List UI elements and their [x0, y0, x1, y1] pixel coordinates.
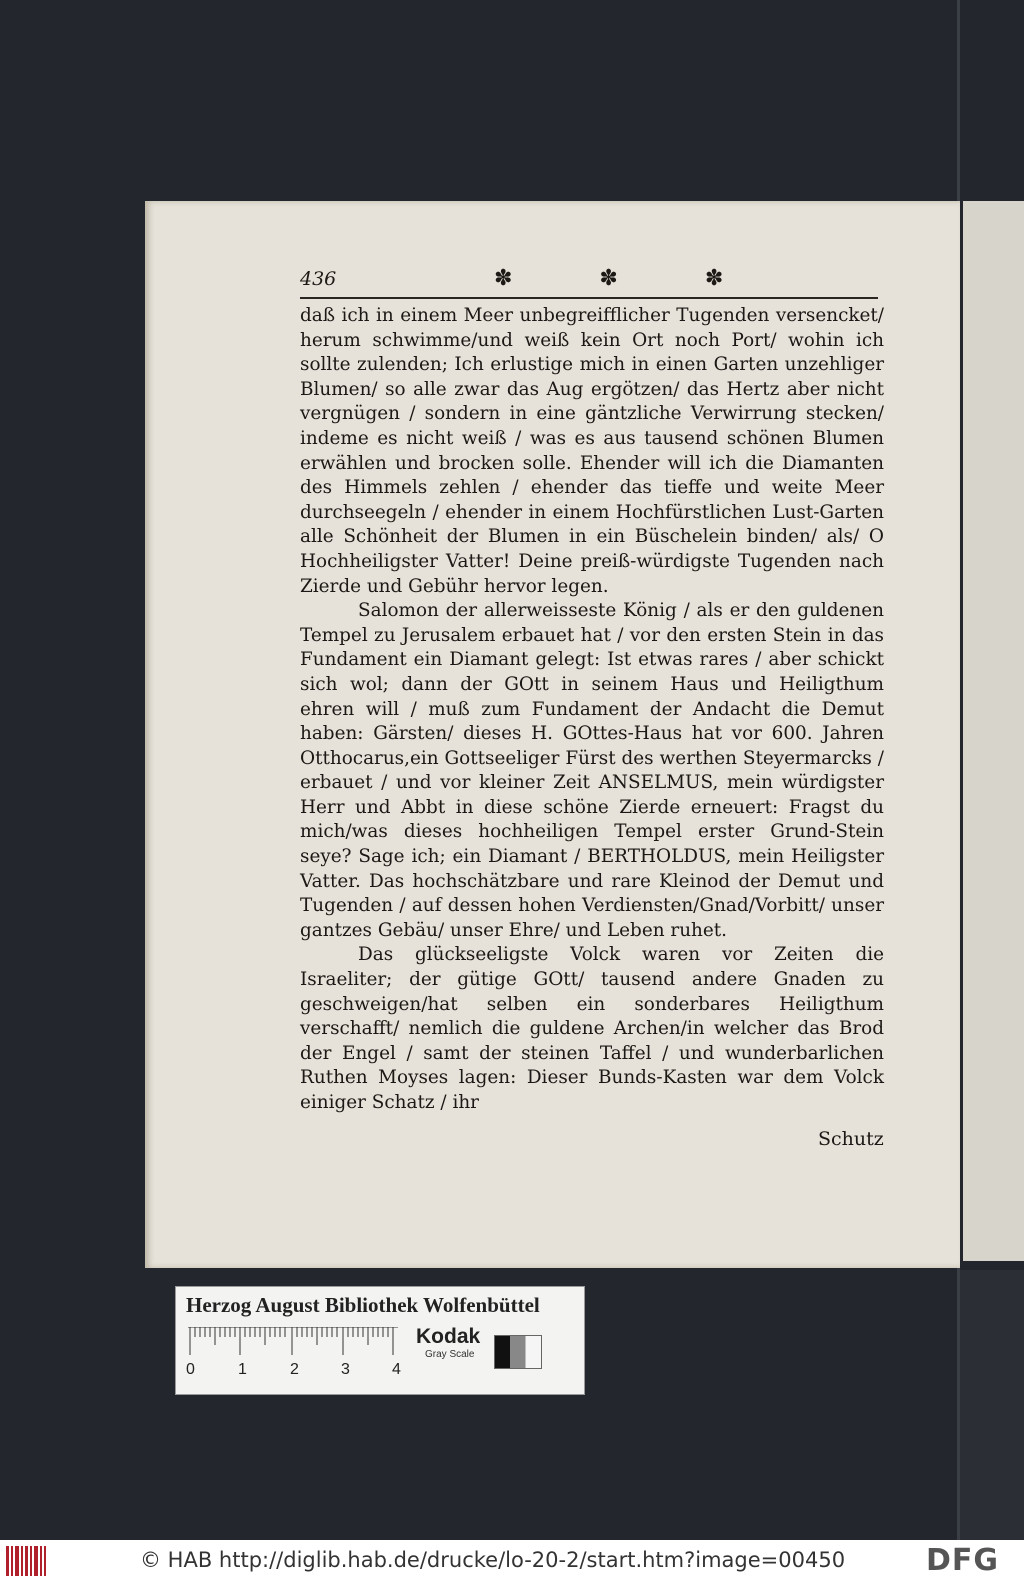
header-rule	[300, 297, 878, 299]
body-text	[300, 304, 884, 1116]
book-cover-edge	[960, 1270, 1024, 1540]
barcode-icon	[6, 1546, 46, 1576]
library-name: Herzog August Bibliothek Wolfenbüttel	[186, 1293, 540, 1317]
dfg-logo: DFG	[926, 1543, 1000, 1578]
ruler-number: 4	[392, 1361, 401, 1378]
copyright-link[interactable]: © HAB http://diglib.hab.de/drucke/lo-20-2/start.htm?image=00450	[140, 1548, 846, 1572]
ruler-number: 1	[238, 1361, 247, 1378]
ruler-number: 3	[341, 1361, 350, 1378]
page-header	[300, 268, 880, 296]
ruler-number: 2	[290, 1361, 299, 1378]
catchword: Schutz	[818, 1128, 884, 1150]
ruler-scale	[188, 1327, 398, 1357]
paragraph: Das glückseeligste Volck waren vor Zeiten die Israeliter; der gütige GOtt/ tausend andere Gnaden zu geschweigen/hat selben ein sonderbares Heiligthum verschafft/ nemlich die guldene Archen/in welcher das Brod der Engel / samt der steinen Taffel / und wunderbarlichen Ruthen Moyses lagen: Dieser Bunds-Kasten war dem Volck einiger Schatz / ihr	[300, 944, 884, 1113]
facing-page-edge	[963, 201, 1024, 1261]
header-ornaments: ✽ ✽ ✽	[494, 266, 764, 291]
gray-scale-label: Gray Scale	[425, 1349, 475, 1360]
color-calibration-card	[175, 1286, 585, 1395]
kodak-logo: Kodak	[416, 1325, 481, 1348]
page-number: 436	[300, 268, 337, 290]
ruler-numbers	[186, 1361, 426, 1381]
paragraph: Salomon der allerweisseste König / als er den guldenen Tempel zu Jerusalem erbauet hat / vor den ersten Stein in das Fundament ein Diamant gelegt: Ist etwas rares / aber schickt sich wol; dann der GOtt in seinem Haus und Heiligthum ehren will / muß zum Fundament der Andacht die Demut haben: Gärsten/ dieses H. GOttes-Haus hat vor 600. Jahren Otthocarus,ein Gottseeliger Fürst des werthen Steyermarcks / erbauet / und vor kleiner Zeit ANSELMUS, mein würdigster Herr und Abbt in diese schöne Zierde erneuert: Fragst du mich/was dieses hochheiligen Tempel erster Grund-Stein seye? Sage ich; ein Diamant / BERTHOLDUS, mein Heiligster Vatter. Das hochschätzbare und rare Kleinod der Demut und Tugenden / auf dessen hohen Verdiensten/Gnad/Vorbitt/ unser gantzes Gebäu/ unser Ehre/ und Leben ruhet.	[300, 600, 884, 941]
paragraph: daß ich in einem Meer unbegreifflicher Tugenden versencket/ herum schwimme/und weiß kein Ort noch Port/ wohin ich sollte zulenden; Ich erlustige mich in einen Garten unzehliger Blumen/ so alle zwar das Aug ergötzen/ das Hertz aber nicht vergnügen / sondern in eine gäntzliche Verwirrung stecken/ indeme es nicht weiß / was es aus tausend schönen Blumen erwählen und brocken solle. Ehender will ich die Diamanten des Himmels zehlen / ehender das tieffe und weite Meer durchseegeln / ehender in einem Hochfürstlichen Lust-Garten alle Schönheit der Blumen in ein Büschelein binden/ als/ O Hochheiligster Vatter! Deine preiß-würdigste Tugenden nach Zierde und Gebühr hervor legen.	[300, 305, 884, 597]
gray-scale-swatch	[494, 1335, 542, 1369]
footer-bar	[0, 1540, 1024, 1582]
ruler-number: 0	[186, 1361, 195, 1378]
